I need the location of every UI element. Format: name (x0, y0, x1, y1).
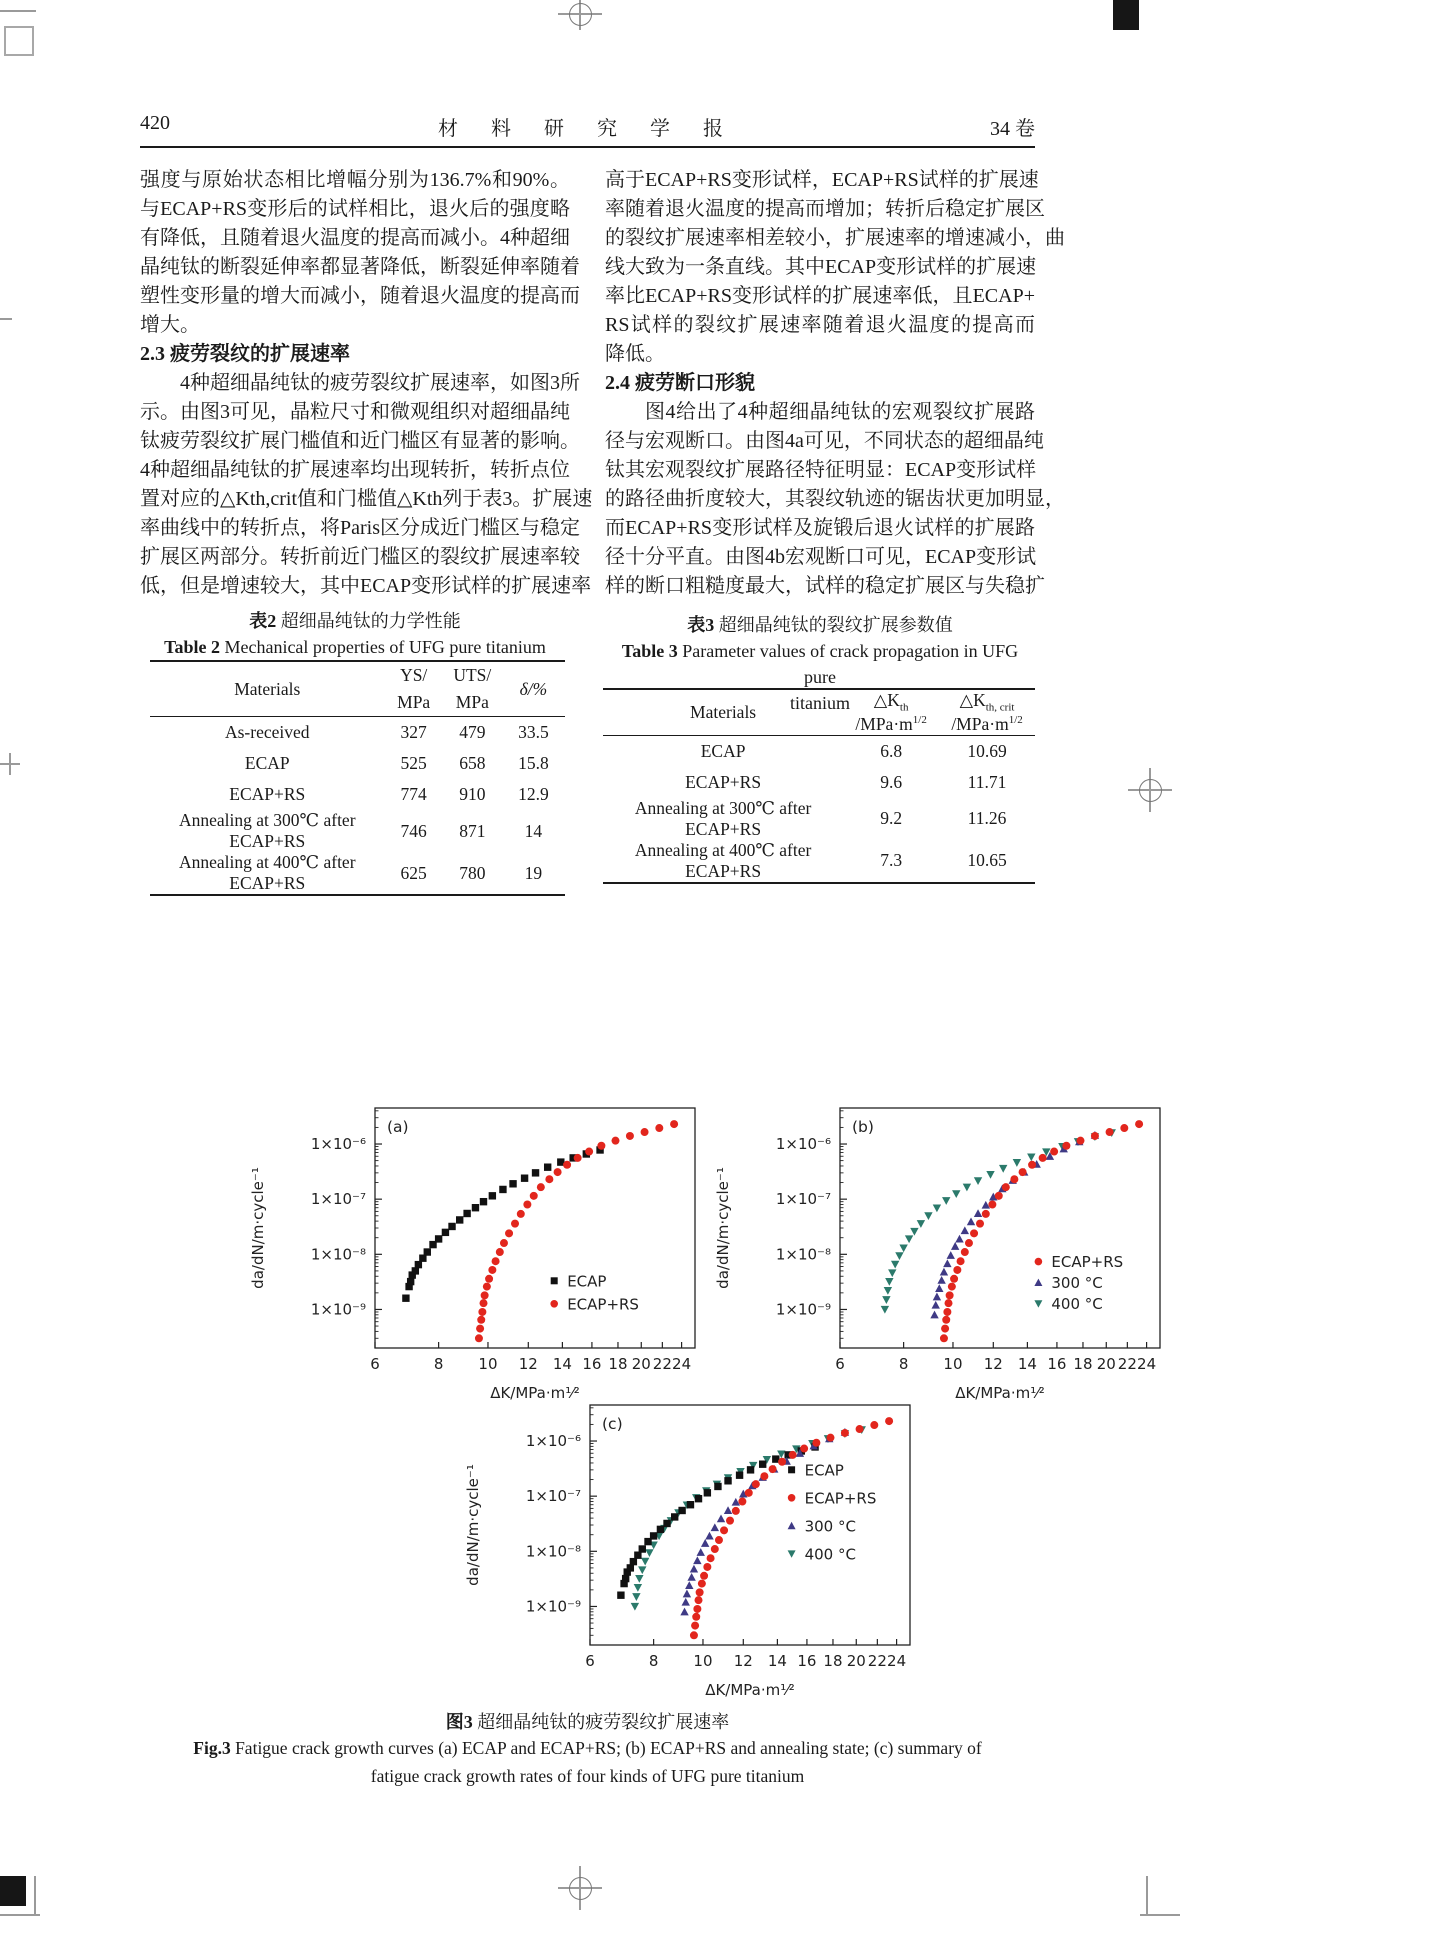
svg-text:1×10⁻⁹: 1×10⁻⁹ (775, 1300, 831, 1319)
table3-caption-en-text: Parameter values of crack propagation in UFG pure (677, 641, 1019, 687)
svg-text:400 °C: 400 °C (804, 1545, 856, 1564)
table-row (603, 798, 1035, 840)
text-line: 率比ECAP+RS变形试样的扩展速率低，且ECAP+ (605, 285, 1035, 307)
section-heading-2-4: 2.4 疲劳断口形貌 (605, 372, 755, 394)
crop-mark-left-tick (0, 318, 12, 320)
table3-col-kthcrit-unit: /MPa·m (951, 713, 1009, 734)
table3-col-kth-unit-sup: 1/2 (912, 713, 927, 726)
svg-text:18: 18 (1073, 1355, 1093, 1373)
fatigue-crack-growth-chart-a (225, 1088, 705, 1433)
figure3-caption-en-line2: fatigue crack growth rates of four kinds of UFG pure titanium (370, 1766, 805, 1786)
section-heading-2-3: 2.3 疲劳裂纹的扩展速率 (140, 343, 350, 365)
table3-caption-en-label: Table 3 (621, 641, 678, 661)
text-line: 有降低，且随着退火温度的提高而减小。4种超细 (140, 227, 570, 249)
header-rule (140, 146, 1035, 148)
svg-text:ECAP+RS: ECAP+RS (567, 1295, 639, 1314)
volume-label: 34 卷 (990, 118, 1035, 140)
crop-mark-top-right-bar (1113, 0, 1139, 30)
table-cell: 327 (400, 722, 427, 742)
svg-text:14: 14 (767, 1652, 787, 1670)
svg-text:16: 16 (582, 1355, 602, 1373)
table-cell: Annealing at 400℃ after ECAP+RS (634, 839, 812, 881)
table-cell: 746 (400, 820, 427, 841)
text-line: 率随着退火温度的提高而增加；转折后稳定扩展区 (605, 198, 1045, 220)
svg-text:8: 8 (433, 1355, 444, 1373)
svg-text:(b): (b) (852, 1118, 874, 1136)
text-line: 增大。 (140, 314, 200, 336)
text-line: 4种超细晶纯钛的疲劳裂纹扩展速率，如图3所 (180, 372, 580, 394)
text-line: 示。由图3可见，晶粒尺寸和微观组织对超细晶纯 (140, 401, 570, 423)
table-cell: 11.26 (967, 808, 1007, 828)
table-cell: 871 (459, 820, 486, 841)
table3-col-kthcrit (939, 689, 1035, 735)
paragraph (605, 166, 1065, 369)
table-cell: 10.65 (967, 850, 1007, 870)
table-cell: 658 (459, 753, 486, 773)
crop-mark-bottom-right-vline (1146, 1876, 1148, 1916)
table2-col-ys: YS/ (400, 665, 428, 685)
table3-col-kth-symbol: △K (873, 690, 900, 710)
table3-col-kthcrit-sub: th, crit (985, 701, 1015, 714)
table-cell: 11.71 (967, 771, 1007, 792)
svg-text:1×10⁻⁸: 1×10⁻⁸ (525, 1542, 581, 1561)
svg-text:22: 22 (1117, 1355, 1137, 1373)
svg-text:16: 16 (1047, 1355, 1067, 1373)
table2-col-ys-unit: MPa (397, 692, 431, 712)
text-line: 塑性变形量的增大而减小，随着退火温度的提高而 (140, 285, 580, 307)
crop-mark-bottom-right-hline (1140, 1914, 1180, 1916)
table-cell: Annealing at 300℃ after ECAP+RS (634, 797, 812, 839)
table-cell: 780 (459, 862, 486, 883)
figure3-caption-cn (140, 1708, 1035, 1734)
text-line: 低，但是增速较大，其中ECAP变形试样的扩展速率 (140, 575, 592, 597)
table-cell: ECAP (700, 740, 746, 761)
svg-text:(c): (c) (602, 1415, 623, 1433)
table2-caption-cn-text: 超细晶纯钛的力学性能 (276, 611, 461, 631)
table-row (150, 852, 565, 895)
text-line: 置对应的△Kth,crit值和门槛值△Kth列于表3。扩展速 (140, 488, 593, 510)
table2-caption-cn-label: 表2 (249, 611, 277, 631)
svg-text:ECAP: ECAP (567, 1272, 607, 1291)
table-cell: Annealing at 400℃ after ECAP+RS (179, 852, 356, 893)
svg-text:1×10⁻⁷: 1×10⁻⁷ (775, 1190, 831, 1209)
svg-text:18: 18 (608, 1355, 628, 1373)
text-line: 图4给出了4种超细晶纯钛的宏观裂纹扩展路 (645, 401, 1035, 423)
table-cell: 7.3 (880, 850, 903, 870)
crop-mark-top-left-box (4, 26, 34, 56)
text-line: 的路径曲折度较大，其裂纹轨迹的锯齿状更加明显， (605, 488, 1065, 510)
svg-text:1×10⁻⁸: 1×10⁻⁸ (310, 1245, 366, 1264)
svg-text:da/dN/m·cycle⁻¹: da/dN/m·cycle⁻¹ (464, 1464, 482, 1586)
text-line: 高于ECAP+RS变形试样，ECAP+RS试样的扩展速 (605, 169, 1039, 191)
svg-text:24: 24 (1137, 1355, 1157, 1373)
crop-mark-top-left-line (0, 10, 36, 12)
crop-mark-bottom-left-vline (34, 1876, 36, 1916)
table-row (150, 748, 565, 779)
table3-header (603, 689, 1035, 735)
table-cell: ECAP+RS (685, 771, 762, 792)
page-header (140, 112, 1035, 142)
crop-mark-left-cross-v (9, 753, 11, 775)
table2-col-materials: Materials (234, 678, 301, 699)
svg-text:ECAP+RS: ECAP+RS (1051, 1253, 1124, 1272)
table-row (150, 779, 565, 810)
table-cell: Annealing at 300℃ after ECAP+RS (179, 810, 356, 851)
crop-mark-right-circle (1139, 779, 1162, 802)
table2-caption-cn (140, 608, 570, 634)
table3-body (603, 735, 1035, 883)
table2-body (150, 717, 565, 896)
table-cell: 6.8 (880, 740, 903, 761)
text-line: 线大致为一条直线。其中ECAP变形试样的扩展速 (605, 256, 1037, 278)
svg-text:12: 12 (518, 1355, 538, 1373)
text-line: RS试样的裂纹扩展速率随着退火温度的提高而 (605, 314, 1035, 336)
paragraph (140, 369, 593, 601)
table2-header (150, 661, 565, 717)
fatigue-crack-growth-chart-b (690, 1088, 1170, 1433)
figure3-caption-en-line1 (140, 1738, 1035, 1759)
svg-text:10: 10 (478, 1355, 498, 1373)
text-line: 与ECAP+RS变形后的试样相比，退火后的强度略 (140, 198, 570, 220)
svg-text:1×10⁻⁹: 1×10⁻⁹ (310, 1300, 366, 1319)
table2-caption-en-text: Mechanical properties of UFG pure titanium (219, 637, 546, 657)
svg-text:12: 12 (983, 1355, 1003, 1373)
table-cell: 19 (524, 862, 543, 883)
svg-text:24: 24 (887, 1652, 907, 1670)
table-cell: 479 (459, 722, 486, 742)
table3-caption-cn (605, 612, 1035, 638)
table-cell: 625 (400, 862, 427, 883)
svg-text:400 °C: 400 °C (1051, 1295, 1103, 1314)
svg-text:ΔK/MPa·m¹⁄²: ΔK/MPa·m¹⁄² (955, 1384, 1045, 1402)
table2-caption-en-label: Table 2 (164, 637, 220, 657)
text-line: 而ECAP+RS变形试样及旋锻后退火试样的扩展路 (605, 517, 1035, 539)
figure3-caption-en-label: Fig.3 (193, 1738, 231, 1758)
svg-text:300 °C: 300 °C (1051, 1274, 1103, 1293)
crop-mark-bottom-left-hline (0, 1914, 40, 1916)
svg-text:22: 22 (652, 1355, 672, 1373)
table2-mechanical-properties (150, 660, 565, 896)
table3-col-materials: Materials (690, 701, 757, 722)
svg-text:1×10⁻⁷: 1×10⁻⁷ (310, 1190, 366, 1209)
crop-mark-bottom-left-bar (0, 1876, 26, 1906)
svg-text:6: 6 (370, 1355, 380, 1373)
text-line: 4种超细晶纯钛的扩展速率均出现转折，转折点位 (140, 459, 570, 481)
svg-text:20: 20 (846, 1652, 866, 1670)
left-column (140, 166, 593, 601)
svg-text:20: 20 (631, 1355, 651, 1373)
svg-text:da/dN/m·cycle⁻¹: da/dN/m·cycle⁻¹ (249, 1167, 267, 1289)
table-cell: 525 (400, 753, 427, 773)
figure3-caption-en-text: Fatigue crack growth curves (a) ECAP and ECAP+RS; (b) ECAP+RS and annealing state; (c) summary of (230, 1738, 982, 1758)
table-cell: ECAP (244, 753, 290, 773)
table2-col-delta: δ/% (519, 678, 548, 699)
fatigue-crack-growth-chart-c (440, 1385, 920, 1730)
right-column (605, 166, 1065, 601)
svg-text:300 °C: 300 °C (804, 1517, 856, 1536)
table-row (150, 717, 565, 749)
text-line: 钛其宏观裂纹扩展路径特征明显：ECAP变形试样 (605, 459, 1037, 481)
table-cell: 10.69 (967, 740, 1007, 761)
table-cell: 12.9 (518, 784, 549, 804)
svg-text:ECAP+RS: ECAP+RS (804, 1489, 877, 1508)
table-cell: 14 (524, 820, 543, 841)
svg-text:6: 6 (835, 1355, 845, 1373)
crop-mark-bottom-center-circle (569, 1877, 592, 1900)
svg-text:10: 10 (943, 1355, 963, 1373)
text-line: 晶纯钛的断裂延伸率都显著降低，断裂延伸率随着 (140, 256, 580, 278)
table-cell: 774 (400, 784, 427, 804)
crop-mark-top-center-circle (569, 3, 592, 26)
text-line: 钛疲劳裂纹扩展门槛值和近门槛区有显著的影响。 (140, 430, 580, 452)
svg-text:8: 8 (648, 1652, 659, 1670)
svg-text:(a): (a) (387, 1118, 409, 1136)
svg-text:da/dN/m·cycle⁻¹: da/dN/m·cycle⁻¹ (714, 1167, 732, 1289)
text-line: 径十分平直。由图4b宏观断口可见，ECAP变形试 (605, 546, 1037, 568)
svg-text:16: 16 (797, 1652, 817, 1670)
svg-text:1×10⁻⁷: 1×10⁻⁷ (525, 1487, 581, 1506)
svg-text:14: 14 (552, 1355, 572, 1373)
svg-text:20: 20 (1096, 1355, 1116, 1373)
table-cell: As-received (224, 722, 310, 742)
text-line: 径与宏观断口。由图4a可见，不同状态的超细晶纯 (605, 430, 1044, 452)
svg-text:18: 18 (823, 1652, 843, 1670)
svg-text:14: 14 (1017, 1355, 1037, 1373)
table2-caption-en (140, 634, 570, 660)
paragraph (605, 398, 1065, 601)
table-cell: 33.5 (518, 722, 549, 742)
svg-text:1×10⁻⁸: 1×10⁻⁸ (775, 1245, 831, 1264)
page-number: 420 (140, 112, 170, 134)
table-cell: ECAP+RS (229, 784, 306, 804)
svg-text:10: 10 (693, 1652, 713, 1670)
svg-text:24: 24 (672, 1355, 692, 1373)
svg-text:12: 12 (733, 1652, 753, 1670)
journal-title: 材 料 研 究 学 报 (438, 118, 737, 140)
svg-text:ΔK/MPa·m¹⁄²: ΔK/MPa·m¹⁄² (705, 1681, 795, 1699)
table2-col-uts: UTS/ (453, 665, 492, 685)
figure3-caption-cn-label: 图3 (445, 1712, 473, 1732)
table-row (603, 735, 1035, 767)
table3-col-kth-sub: th (899, 701, 909, 714)
table-row (150, 810, 565, 852)
svg-text:1×10⁻⁹: 1×10⁻⁹ (525, 1597, 581, 1616)
text-line: 扩展区两部分。转折前近门槛区的裂纹扩展速率较 (140, 546, 580, 568)
table3-col-kthcrit-unit-sup: 1/2 (1008, 713, 1023, 726)
figure3-caption-cn-text: 超细晶纯钛的疲劳裂纹扩展速率 (472, 1712, 730, 1732)
svg-text:1×10⁻⁶: 1×10⁻⁶ (310, 1135, 366, 1154)
table-cell: 15.8 (518, 753, 549, 773)
svg-text:22: 22 (867, 1652, 887, 1670)
table3-col-kth (843, 689, 939, 735)
table-cell: 9.2 (880, 808, 903, 828)
table-cell: 910 (459, 784, 486, 804)
table3-col-kth-unit: /MPa·m (855, 713, 913, 734)
text-line: 率曲线中的转折点，将Paris区分成近门槛区与稳定 (140, 517, 580, 539)
table-cell: 9.6 (880, 771, 903, 792)
svg-text:ΔK/MPa·m¹⁄²: ΔK/MPa·m¹⁄² (490, 1384, 580, 1402)
svg-text:6: 6 (585, 1652, 595, 1670)
svg-text:1×10⁻⁶: 1×10⁻⁶ (775, 1135, 831, 1154)
table3-caption-cn-label: 表3 (687, 615, 715, 635)
text-line: 强度与原始状态相比增幅分别为136.7%和90%。 (140, 169, 570, 191)
table3-caption-en-line2: titanium (790, 693, 850, 713)
text-line: 样的断口粗糙度最大，试样的稳定扩展区与失稳扩 (605, 575, 1045, 597)
text-line: 降低。 (605, 343, 665, 365)
table3-col-kthcrit-symbol: △K (959, 690, 986, 710)
table-row (603, 840, 1035, 883)
table-row (603, 767, 1035, 798)
svg-text:ECAP: ECAP (804, 1461, 844, 1480)
svg-text:1×10⁻⁶: 1×10⁻⁶ (525, 1432, 581, 1451)
table2-col-uts-unit: MPa (455, 692, 489, 712)
paragraph (140, 166, 580, 340)
table3-caption-cn-text: 超细晶纯钛的裂纹扩展参数值 (714, 615, 953, 635)
text-line: 的裂纹扩展速率相差较小，扩展速率的增速减小，曲 (605, 227, 1065, 249)
svg-text:8: 8 (898, 1355, 909, 1373)
table3-crack-propagation (603, 688, 1035, 884)
